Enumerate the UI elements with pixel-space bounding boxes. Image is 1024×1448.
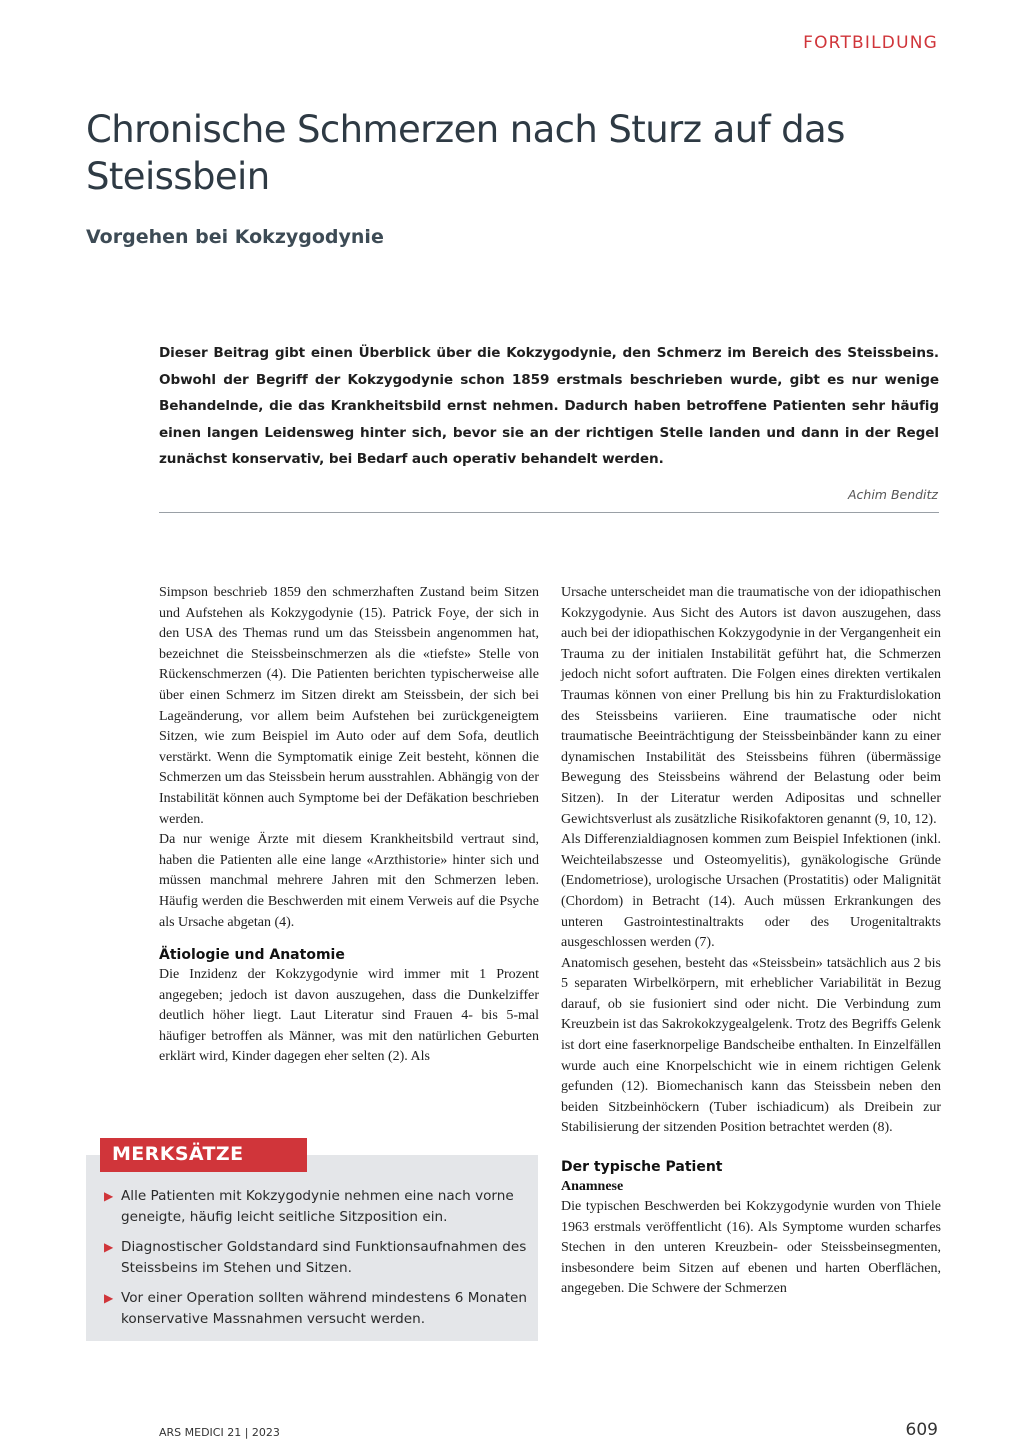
list-item-text: Alle Patienten mit Kokzygodynie nehmen eine nach vorne geneigte, häufig leicht seitliche Sitzposition ein. [121,1188,514,1225]
list-item [104,1288,529,1329]
left-column [159,583,539,1068]
triangle-bullet-icon: ▶ [104,1189,114,1203]
body-paragraph: Die typischen Beschwerden bei Kokzygodynie wurden von Thiele 1963 erstmals veröffentlicht (16). Als Symptome wurden scharfes Stechen in den unteren Kreuzbein- oder Steissbeinsegmenten, insbesondere beim Sitzen auf ebenen und harten Oberflächen, angegeben. Die Schwere der Schmerzen [561,1199,941,1297]
section-label: FORTBILDUNG [803,33,938,53]
body-paragraph: Als Differenzialdiagnosen kommen zum Beispiel Infektionen (inkl. Weichteilabszesse und Osteomyelitis), gynäkologische Gründe (Endometriose), urologische Ursachen (Prostatitis) oder Malignität (Chordom) in Betracht (14). Auch müssen Erkrankungen des unteren Gastrointestinaltrakts oder des Urogenitaltrakts ausgeschlossen werden (7). [561,832,941,951]
body-paragraph: Anatomisch gesehen, besteht das «Steissbein» tatsächlich aus 2 bis 5 separaten Wirbelkörpern, mit erheblicher Variabilität in Bezug darauf, ob sie fusioniert sind oder nicht. Die Verbindung zum Kreuzbein ist das Sakrokokzygealgelenk. Trotz des Begriffs Gelenk ist dort eine faserknorpelige Bandscheibe enthalten. In Einzelfällen wurde auch eine Knorpelschicht wie in einem richtigen Gelenk gefunden (12). Biomechanisch kann das Steissbein neben den beiden Sitzbeinhöckern (Tuber ischiadicum) als Dreibein zur Stabilisierung der sitzenden Position betrachtet werden (8). [561,955,941,1136]
page-number: 609 [905,1420,938,1440]
article-subtitle: Vorgehen bei Kokzygodynie [86,226,384,248]
list-item [104,1186,529,1227]
section-heading-aetiologie: Ätiologie und Anatomie [159,947,345,964]
list-item [104,1237,529,1278]
merksaetze-list [104,1186,529,1339]
body-paragraph: Die Inzidenz der Kokzygodynie wird immer mit 1 Prozent angegeben; jedoch ist davon auszugehen, dass die Dunkelziffer deutlich höher liegt. Laut Literatur sind Frauen 4- bis 5-mal häufiger betroffen als Männer, was mit den natürlichen Geburten erklärt wird, Kinder dagegen eher selten (2). Als [159,967,539,1065]
list-item-text: Vor einer Operation sollten während mindestens 6 Monaten konservative Massnahmen versucht werden. [121,1290,528,1327]
article-title: Chronische Schmerzen nach Sturz auf das Steissbein [86,108,845,198]
triangle-bullet-icon: ▶ [104,1291,114,1305]
merksaetze-title: MERKSÄTZE [100,1138,307,1172]
author-name: Achim Benditz [847,487,938,502]
lead-divider [159,512,939,513]
body-paragraph: Ursache unterscheidet man die traumatische von der idiopathischen Kokzygodynie. Aus Sicht des Autors ist davon auszugehen, dass auch bei der idiopathischen Kokzygodynie in der Vergangenheit ein Trauma zu der initialen Instabilität geführt hat, die Schmerzen jedoch nicht sofort auftraten. Die Folgen eines direkten vertikalen Traumas können von einer Prellung bis hin zu Frakturdislokation des Steissbeins variieren. Eine traumatische oder nicht traumatische Beeinträchtigung der Steissbeinbänder kann zu einer dynamischen Instabilität des Steissbeins führen (übermässige Bewegung des Steissbeins während der Belastung oder beim Sitzen). In der Literatur werden Adipositas und schneller Gewichtsverlust als zusätzliche Risikofaktoren genannt (9, 10, 12). [561,585,941,827]
list-item-text: Diagnostischer Goldstandard sind Funktionsaufnahmen des Steissbeins im Stehen und Sitzen. [121,1239,527,1276]
subsection-heading-anamnese: Anamnese [561,1179,624,1195]
lead-paragraph: Dieser Beitrag gibt einen Überblick über die Kokzygodynie, den Schmerz im Bereich des Steissbeins. Obwohl der Begriff der Kokzygodynie schon 1859 erstmals beschrieben wurde, gibt es nur wenige Behandelnde, die das Krankheitsbild ernst nehmen. Dadurch haben betroffene Patienten sehr häufig einen langen Leidensweg hinter sich, bevor sie an der richtigen Stelle landen und dann in der Regel zunächst konservativ, bei Bedarf auch operativ behandelt werden. [159,345,939,467]
footer-journal: ARS MEDICI 21 | 2023 [159,1426,280,1439]
section-heading-patient: Der typische Patient [561,1159,723,1176]
right-column [561,583,941,1300]
body-paragraph: Simpson beschrieb 1859 den schmerzhaften Zustand beim Sitzen und Aufstehen als Kokzygodynie (15). Patrick Foye, der sich in den USA des Themas rund um das Steissbein angenommen hat, bezeichnet die Steissbeinschmerzen als die «tiefste» Stelle von Rückenschmerzen (4). Die Patienten berichten typischerweise alle über einen Schmerz im Sitzen direkt am Steissbein, der sich bei Lageänderung, vor allem beim Aufstehen bei zurückgeneigtem Sitzen, wie zum Beispiel im Auto oder auf dem Sofa, deutlich verstärkt. Wenn die Symptomatik einige Zeit besteht, können die Schmerzen um das Steissbein herum ausstrahlen. Abhängig von der Instabilität können auch Symptome bei der Defäkation beschrieben werden. [159,585,539,827]
triangle-bullet-icon: ▶ [104,1240,114,1254]
body-paragraph: Da nur wenige Ärzte mit diesem Krankheitsbild vertraut sind, haben die Patienten alle eine lange «Arzthistorie» hinter sich und müssen manchmal mehrere Jahren mit den Schmerzen leben. Häufig werden die Beschwerden mit einem Verweis auf die Psyche als Ursache abgetan (4). [159,832,539,930]
